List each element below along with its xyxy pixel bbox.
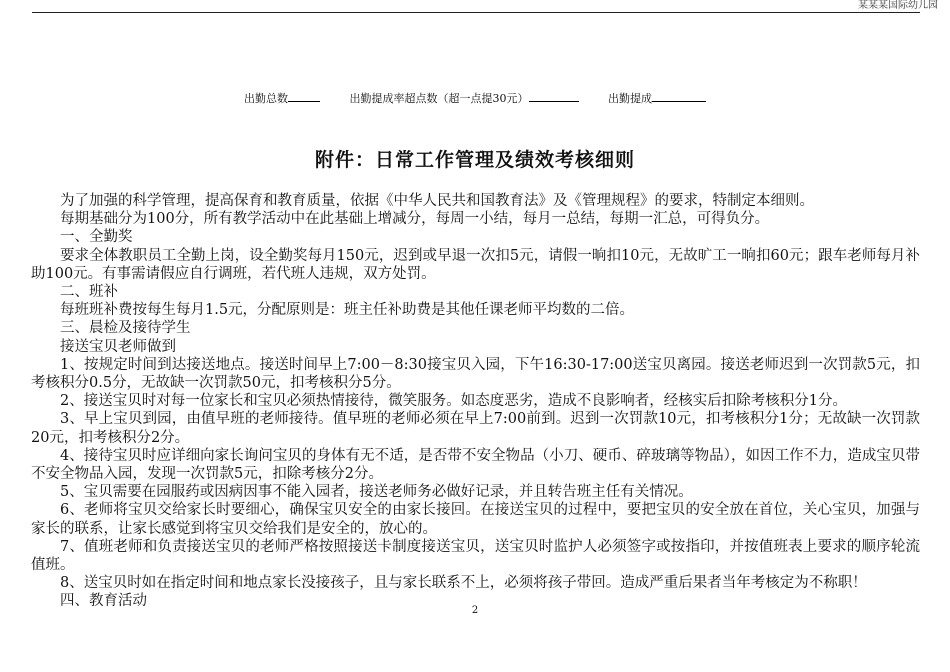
page-number: 2: [471, 605, 479, 616]
stat-attendance-bonus-points-label: 出勤提成率超点数（超一点提30元）: [349, 92, 529, 105]
stat-attendance-total-blank: [288, 90, 320, 102]
header-rule: [32, 12, 920, 13]
paragraph: 要求全体教职员工全勤上岗，设全勤奖每月150元，迟到或早退一次扣5元，请假一晌扣10元，无故旷工一晌扣60元；跟车老师每月补助100元。有事需请假应自行调班，若代班人违规，双方处罚。: [31, 247, 920, 282]
stat-attendance-total-label: 出勤总数: [244, 92, 288, 105]
attendance-stats-line: [0, 90, 950, 106]
list-item: 4、接待宝贝时应详细向家长询问宝贝的身体有无不适，是否带不安全物品（小刀、硬币、碎玻璃等物品），如因工作不力，造成宝贝带不安全物品入园，发现一次罚款5元，扣除考核分2分。: [31, 447, 920, 483]
section-heading: 二、班补: [60, 284, 118, 301]
list-item: 5、宝贝需要在园服药或因病因事不能入园者，接送老师务必做好记录，并且转告班主任有关情况。: [60, 484, 693, 501]
list-item: 7、值班老师和负责接送宝贝的老师严格按照接送卡制度接送宝贝，送宝贝时监护人必须签字或按指印，并按值班表上要求的顺序轮流值班。: [31, 538, 920, 574]
list-item: 8、送宝贝时如在指定时间和地点家长没接孩子，且与家长联系不上，必须将孩子带回。造成严重后果者当年考核定为不称职！: [60, 575, 867, 592]
document-title: 附件：日常工作管理及绩效考核细则: [314, 149, 635, 171]
stat-attendance-bonus-points-blank: [529, 90, 579, 102]
section-heading: 三、晨检及接待学生: [60, 320, 191, 337]
stat-attendance-bonus-label: 出勤提成: [608, 92, 652, 105]
stat-attendance-bonus: [608, 90, 706, 106]
list-item: 2、接送宝贝时对每一位家长和宝贝必须热情接待，微笑服务。如态度恶劣，造成不良影响者，经核实后扣除考核积分1分。: [60, 393, 847, 410]
header-school-name: 某某某国际幼儿园: [858, 0, 938, 11]
paragraph: 每班班补费按每生每月1.5元，分配原则是：班主任补助费是其他任课老师平均数的二倍。: [60, 302, 635, 319]
section-heading: 四、教育活动: [60, 593, 147, 610]
list-item: 3、早上宝贝到园，由值早班的老师接待。值早班的老师必须在早上7:00前到。迟到一次罚款10元，扣考核积分1分；无故缺一次罚款20元，扣考核积分2分。: [31, 411, 920, 446]
paragraph: 接送宝贝老师做到: [60, 338, 176, 355]
document-body: [31, 192, 920, 611]
list-item: 6、老师将宝贝交给家长时要细心，确保宝贝安全的由家长接回。在接送宝贝的过程中，要把宝贝的安全放在首位，关心宝贝，加强与家长的联系，让家长感觉到将宝贝交给我们是安全的，放心的。: [31, 502, 920, 537]
paragraph: 为了加强的科学管理，提高保育和教育质量，依据《中华人民共和国教育法》及《管理规程》的要求，特制定本细则。: [60, 193, 814, 209]
list-item: 1、按规定时间到达接送地点。接送时间早上7:00－8:30接宝贝入园，下午16:30-17:00送宝贝离园。接送老师迟到一次罚款5元，扣考核积分0.5分，无故缺一次罚款50元，扣考核积分5分。: [31, 356, 920, 392]
section-heading: 一、全勤奖: [60, 229, 133, 246]
stat-attendance-bonus-blank: [652, 90, 706, 102]
paragraph: 每期基础分为100分，所有教学活动中在此基础上增减分，每周一小结，每月一总结，每期一汇总，可得负分。: [60, 211, 770, 228]
stat-attendance-total: [244, 90, 320, 106]
stat-attendance-bonus-points: [350, 90, 579, 106]
